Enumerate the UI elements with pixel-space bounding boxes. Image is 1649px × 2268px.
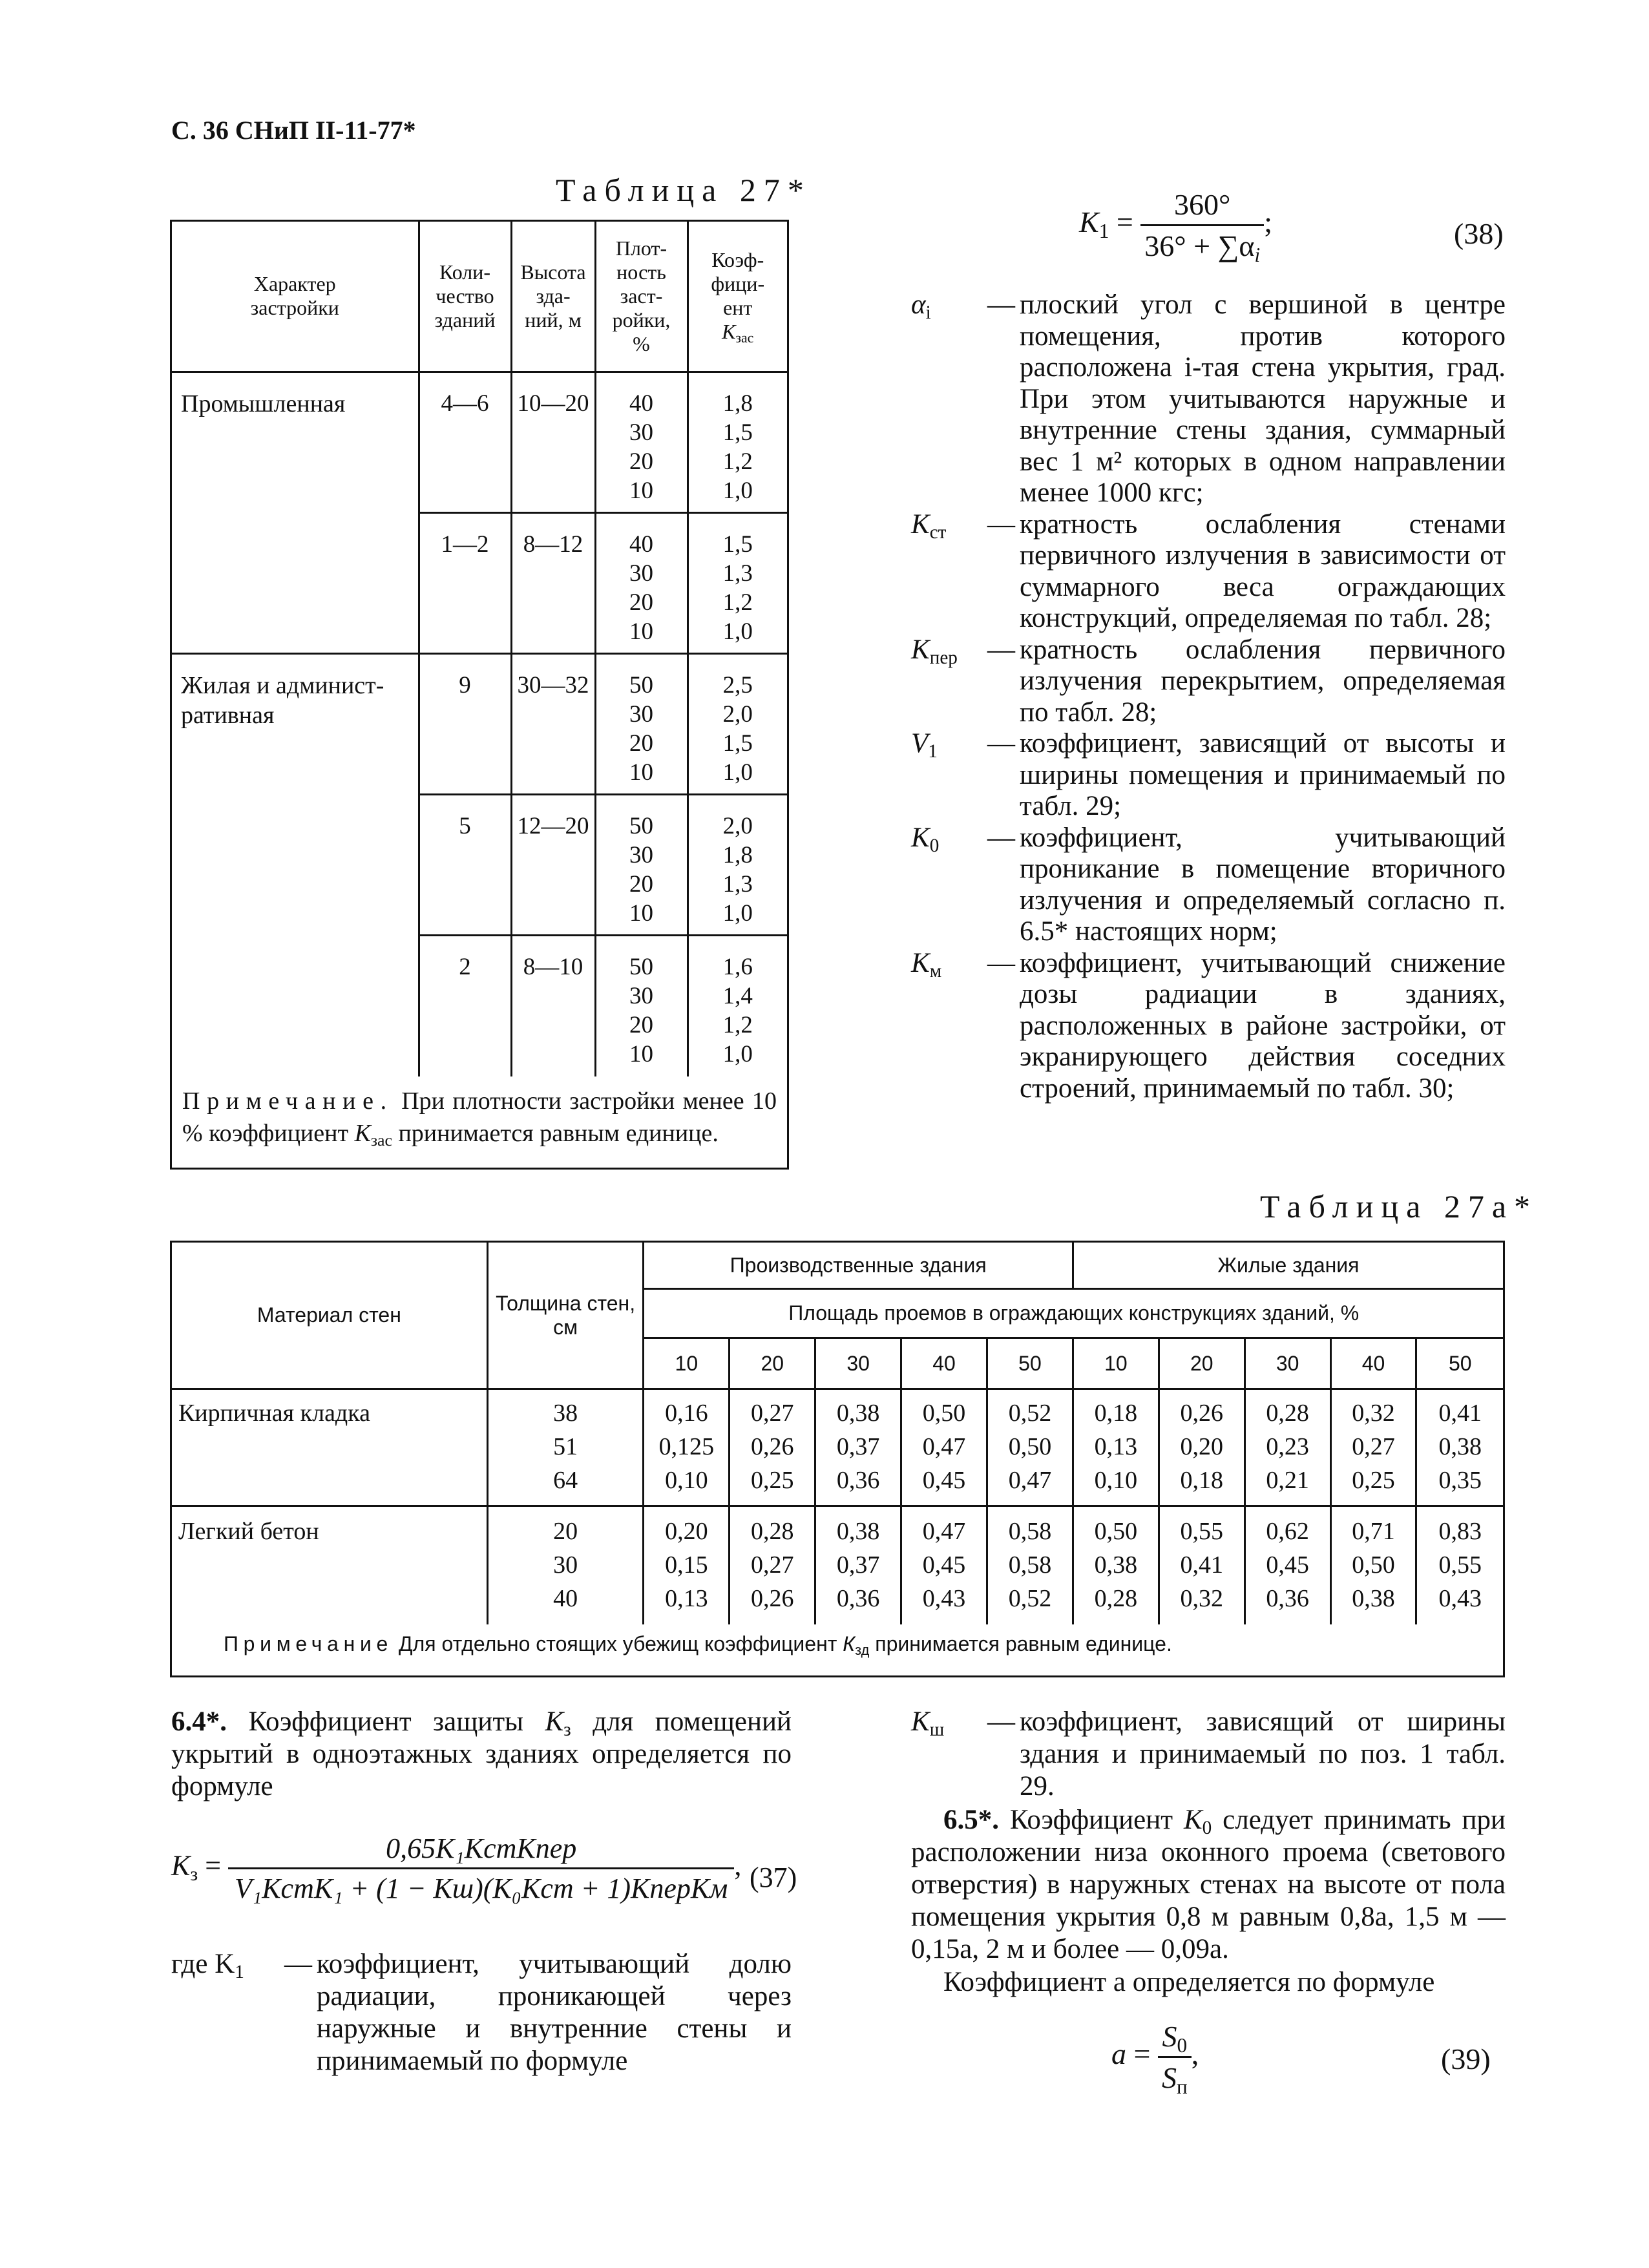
table27-note: Примечание. При плотности застройки менее 10 % коэффициент $К_{зас}$ принимается равным единице.	[182, 1087, 777, 1150]
t27a-value-cell: 0,38 0,37 0,36	[815, 1506, 901, 1625]
t27-header-count: Коли- чество зданий	[419, 222, 511, 372]
t27-height: 12—20	[511, 794, 595, 935]
t27a-value-cell: 0,71 0,50 0,38	[1330, 1506, 1416, 1625]
t27a-value-cell: 0,38 0,37 0,36	[815, 1389, 901, 1506]
t27-count: 9	[419, 653, 511, 794]
t27a-value-cell: 0,41 0,38 0,35	[1438, 1400, 1482, 1494]
definition-kper: $K_{пер}$ — кратность ослабления первичного излучения перекрытием, определяемая по табл. 28;	[911, 634, 1506, 728]
paragraph-6-5: 6.5*. Коэффициент $K_0$ следует принимать при расположении низа оконного проема (светового отверстия) в наружных стенах на высоте от пола помещения укрытия 0,8 м равным 0,8a, 1,5 м — 0,15a, 2 м и более — 0,09a.	[911, 1805, 1506, 1964]
t27a-material: Кирпичная кладка	[172, 1389, 487, 1506]
t27a-area-col: 10	[1073, 1338, 1159, 1389]
t27-type-residential: Жилая и админист- ративная	[172, 653, 419, 1076]
t27-density: 50 30 20 10	[595, 794, 688, 935]
t27-header-type: Характер застройки	[172, 222, 419, 372]
t27a-value-cell: 0,47 0,45 0,43	[901, 1506, 987, 1625]
t27-type-industrial: Промышленная	[172, 372, 419, 653]
t27a-area-col: 20	[1159, 1338, 1245, 1389]
page-header: С. 36 СНиП II-11-77*	[171, 116, 416, 145]
t27-height: 8—10	[511, 935, 595, 1076]
equation-number-37: (37)	[750, 1862, 797, 1893]
t27-count: 2	[419, 935, 511, 1076]
formula-37-fraction: $\frac{\text{0,65K₁KстKпер}}{\text{V₁KстK₁ + (1 − Kш)(K₀Kст + 1)KперKм}}$	[228, 1832, 734, 1905]
t27a-value-cell: 0,27 0,26 0,25	[730, 1389, 815, 1506]
t27a-area-col: 30	[1245, 1338, 1330, 1389]
equation-number-38: (38)	[1454, 217, 1504, 250]
t27-density: 50 30 20 10	[595, 653, 688, 794]
t27-height: 8—12	[511, 512, 595, 653]
t27-coef: 1,8 1,5 1,2 1,0	[688, 372, 787, 512]
t27a-material: Легкий бетон	[172, 1506, 487, 1625]
t27a-value-cell: 0,62 0,45 0,36	[1245, 1506, 1330, 1625]
t27-count: 1—2	[419, 512, 511, 653]
t27a-value-cell: 0,20 0,15 0,13	[644, 1506, 730, 1625]
paragraph-6-4: 6.4*. Коэффициент защиты $K_з$ для помещений укрытий в одноэтажных зданиях определяется по формуле	[171, 1706, 792, 1801]
table27a-caption: Таблица 27а*	[1260, 1188, 1539, 1224]
table27a-note: Примечание Для отдельно стоящих убежищ коэффициент $К_{зд}$ принимается равным единице.	[224, 1632, 1172, 1659]
t27a-value-cell: 0,18 0,13 0,10	[1073, 1389, 1159, 1506]
t27a-header-industrial: Производственные здания	[644, 1243, 1073, 1289]
t27a-value-cell: 0,26 0,20 0,18	[1159, 1389, 1245, 1506]
table27a	[170, 1241, 1505, 1677]
table-row	[172, 1506, 1503, 1625]
definition-km: $K_м$ — коэффициент, учитывающий снижение дозы радиации в зданиях, расположенных в районе застройки, от экранирующего действия соседних строений, принимаемый по табл. 30;	[911, 947, 1506, 1104]
t27a-value-cell: 0,28 0,23 0,21	[1245, 1389, 1330, 1506]
definition-v1: $V_1$ — коэффициент, зависящий от высоты и ширины помещения и принимаемый по табл. 29;	[911, 728, 1506, 821]
t27-density: 40 30 20 10	[595, 372, 688, 512]
t27a-area-col: 50	[987, 1338, 1073, 1389]
definition-ksh: $K_ш$ — коэффициент, зависящий от ширины здания и принимаемый по поз. 1 табл. 29.	[911, 1706, 1506, 1801]
t27-height: 30—32	[511, 653, 595, 794]
t27-coef: 1,6 1,4 1,2 1,0	[688, 935, 787, 1076]
table-row	[172, 372, 787, 512]
t27-density: 50 30 20 10	[595, 935, 688, 1076]
table-row	[172, 1389, 1503, 1506]
t27a-area-col: 10	[644, 1338, 730, 1389]
definition-k1: где $K_1$ — коэффициент, учитывающий долю радиации, проникающей через наружные и внутренние стены и принимаемый по формуле	[171, 1949, 792, 2076]
t27-coef: 1,5 1,3 1,2 1,0	[688, 512, 787, 653]
t27a-thickness: 38 51 64	[487, 1389, 644, 1506]
t27a-value-cell: 0,52 0,50 0,47	[987, 1389, 1073, 1506]
equation-number-39: (39)	[1441, 2042, 1491, 2075]
symbol-definitions	[911, 289, 1506, 1104]
t27-header-height: Высота зда- ний, м	[511, 222, 595, 372]
t27a-thickness: 20 30 40	[487, 1506, 644, 1625]
definition-kst: $K_{ст}$ — кратность ослабления стенами первичного излучения в зависимости от суммарного веса ограждающих конструкций, определяемая по табл. 28;	[911, 509, 1506, 633]
t27a-header-material: Материал стен	[172, 1243, 487, 1389]
formula-39-fraction: $\frac{S_0}{S_п}$	[1158, 2019, 1192, 2095]
t27a-value-cell: 0,28 0,27 0,26	[730, 1506, 815, 1625]
table27-caption: Таблица 27*	[556, 172, 812, 208]
t27a-value-cell: 0,50 0,38 0,28	[1073, 1506, 1159, 1625]
t27a-value-cell: 0,58 0,58 0,52	[987, 1506, 1073, 1625]
table27	[170, 220, 789, 1170]
formula-38: $K_1$ = $\frac{360^\circ}{36^\circ + \sum\alpha_i}$ ;	[1079, 188, 1272, 266]
formula-39: a = $\frac{S_0}{S_п}$ ,	[1111, 2020, 1199, 2098]
t27a-header-thickness: Толщина стен, см	[487, 1243, 644, 1389]
formula-38-fraction: $\frac{360^\circ}{36^\circ + \sum\alpha_i}$	[1140, 187, 1264, 263]
t27-coef: 2,0 1,8 1,3 1,0	[688, 794, 787, 935]
t27-header-density: Плот- ность заст- ройки, %	[595, 222, 688, 372]
t27-count: 5	[419, 794, 511, 935]
t27a-area-col: 50	[1416, 1338, 1503, 1389]
t27a-header-residential: Жилые здания	[1073, 1243, 1503, 1289]
t27a-value-cell: 0,50 0,47 0,45	[901, 1389, 987, 1506]
t27a-value-cell: 0,55 0,41 0,32	[1159, 1506, 1245, 1625]
t27a-header-area: Площадь проемов в ограждающих конструкциях зданий, %	[644, 1289, 1503, 1338]
t27a-area-col: 30	[815, 1338, 901, 1389]
t27-height: 10—20	[511, 372, 595, 512]
t27a-area-col: 20	[730, 1338, 815, 1389]
formula-37: $K_з$ = $\frac{\text{0,65K₁KстKпер}}{\text{V₁KстK₁ + (1 − Kш)(K₀Kст + 1)KперKм}}$ ,	[171, 1832, 742, 1904]
definition-alpha: $\alpha_i$ — плоский угол с вершиной в центре помещения, против которого расположена i-тая стена укрытия, град. При этом учитываются наружные и внутренние стены здания, суммарный вес 1 м² которых в одном направлении менее 1000 кгс;	[911, 289, 1506, 508]
t27a-area-col: 40	[901, 1338, 987, 1389]
t27-density: 40 30 20 10	[595, 512, 688, 653]
paragraph-coef-a: Коэффициент a определяется по формуле	[943, 1967, 1435, 1997]
t27-header-coef: Коэф- фици- ент $К_{зас}$	[688, 222, 787, 372]
t27a-value-cell: 0,16 0,125 0,10	[644, 1389, 730, 1506]
t27-count: 4—6	[419, 372, 511, 512]
table-row	[172, 653, 787, 794]
t27-coef: 2,5 2,0 1,5 1,0	[688, 653, 787, 794]
t27a-value-cell: 0,32 0,27 0,25	[1330, 1389, 1416, 1506]
t27a-value-cell: 0,83 0,55 0,43	[1416, 1506, 1503, 1625]
definition-k0: $K_0$ — коэффициент, учитывающий проникание в помещение вторичного излучения и определяемый согласно п. 6.5* настоящих норм;	[911, 822, 1506, 947]
t27a-area-col: 40	[1330, 1338, 1416, 1389]
